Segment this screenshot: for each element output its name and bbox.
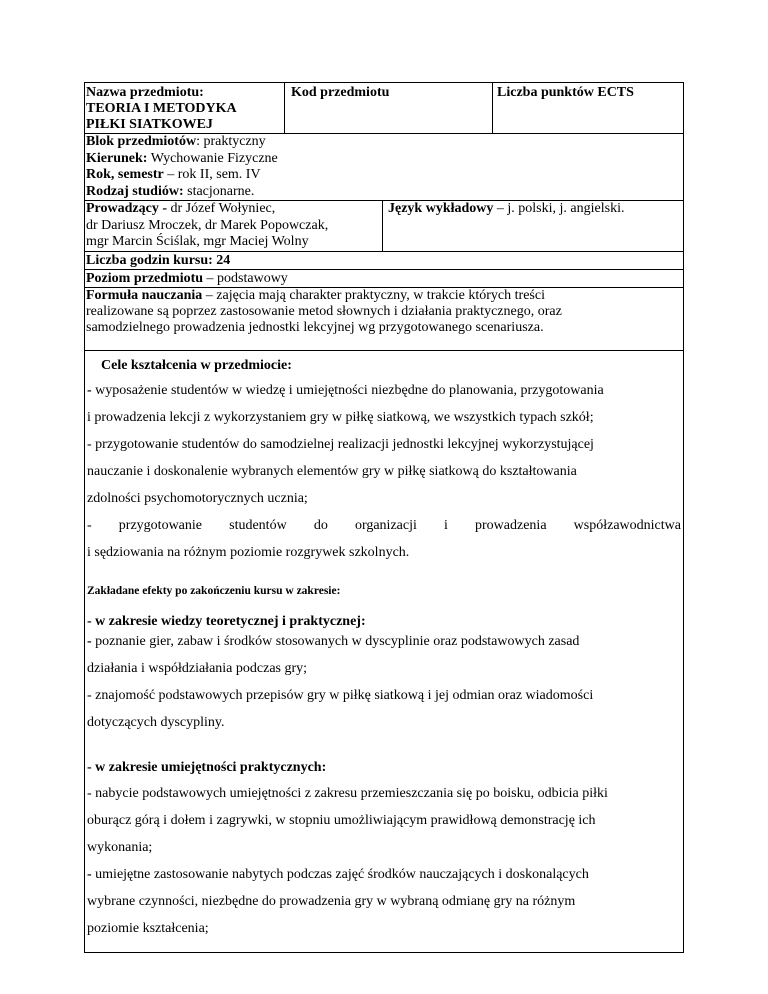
skill-1: - nabycie podstawowych umiejętności z zakresu przemieszczania się po boisku, odbicia piłki oburącz górą i dołem i zagrywki, w stopniu umożliwiającym prawidłową demonstrację ich wykonania;	[87, 785, 608, 855]
goals-section	[85, 351, 683, 953]
subject-label: Nazwa przedmiotu:	[86, 85, 204, 100]
teaching-formula: Formuła nauczania – zajęcia mają charakter praktyczny, w trakcie których treści realizowane są poprzez zastosowanie metod słownych i działania praktycznego, oraz samodzielnego prowadzenia jednostki lekcyjnej wg przygotowanego scenariusza.	[85, 288, 683, 351]
lecturers-cell	[85, 201, 383, 251]
year-line: Rok, semestr – rok II, sem. IV	[86, 167, 261, 182]
subject-level: Poziom przedmiotu – podstawowy	[85, 270, 683, 288]
knowledge-heading: - w zakresie wiedzy teoretycznej i praktycznej:	[87, 613, 366, 629]
subject-name-line1: TEORIA I METODYKA	[86, 101, 237, 116]
goals-heading: Cele kształcenia w przedmiocie:	[101, 357, 292, 373]
language-value: – j. polski, j. angielski.	[493, 201, 625, 216]
language-label: Język wykładowy	[388, 201, 494, 216]
lecturers-line2: dr Dariusz Mroczek, dr Marek Popowczak,	[86, 217, 329, 233]
study-type-line: Rodzaj studiów: stacjonarne.	[86, 183, 255, 199]
knowledge-1: - poznanie gier, zabaw i środków stosowanych w dyscyplinie oraz podstawowych zasad działania i współdziałania podczas gry;	[87, 633, 580, 676]
lecturers-line3: mgr Marcin Ściślak, mgr Maciej Wolny	[86, 234, 309, 249]
lecturers-label: Prowadzący -	[86, 201, 167, 216]
language-cell	[383, 201, 683, 251]
lecturers-row	[85, 201, 683, 252]
header-row	[85, 83, 683, 134]
goal-3: - przygotowanie studentów do organizacji i prowadzenia współzawodnictwa i sędziowania na różnym poziomie rozgrywek szkolnych.	[87, 517, 681, 560]
lecturer-1: dr Józef Wołyniec,	[167, 201, 276, 216]
block-line: Blok przedmiotów: praktyczny	[86, 134, 266, 149]
subject-name-line2: PIŁKI SIATKOWEJ	[86, 117, 213, 132]
goal-1: - wyposażenie studentów w wiedzę i umiejętności niezbędne do planowania, przygotowania i prowadzenia lekcji z wykorzystaniem gry w piłkę siatkową, we wszystkich typach szkół;	[87, 382, 604, 425]
ects-cell: Liczba punktów ECTS	[497, 85, 634, 100]
syllabus-table	[84, 82, 684, 953]
skill-2: - umiejętne zastosowanie nabytych podczas zajęć środków nauczających i doskonalących wybrane czynności, niezbędne do prowadzenia gry w wybraną odmianę gry na różnym poziomie kształcenia;	[87, 866, 589, 936]
effects-heading: Zakładane efekty po zakończeniu kursu w zakresie:	[87, 584, 341, 597]
knowledge-2: - znajomość podstawowych przepisów gry w piłkę siatkową i jej odmian oraz wiadomości dotyczących dyscypliny.	[87, 687, 594, 730]
course-hours: Liczba godzin kursu: 24	[85, 252, 683, 270]
course-code-cell: Kod przedmiotu	[285, 83, 493, 133]
goal-2: - przygotowanie studentów do samodzielnej realizacji jednostki lekcyjnej wykorzystującej nauczanie i doskonalenie wybranych elementów gry w piłkę siatkową do kształtowania zdolności psychomotorycznych ucznia;	[87, 436, 594, 506]
direction-line: Kierunek: Wychowanie Fizyczne	[86, 150, 278, 166]
skills-heading: - w zakresie umiejętności praktycznych:	[87, 759, 327, 775]
formula-label: Formuła nauczania	[86, 287, 203, 303]
subject-name-cell	[85, 83, 285, 133]
info-block	[85, 134, 683, 201]
